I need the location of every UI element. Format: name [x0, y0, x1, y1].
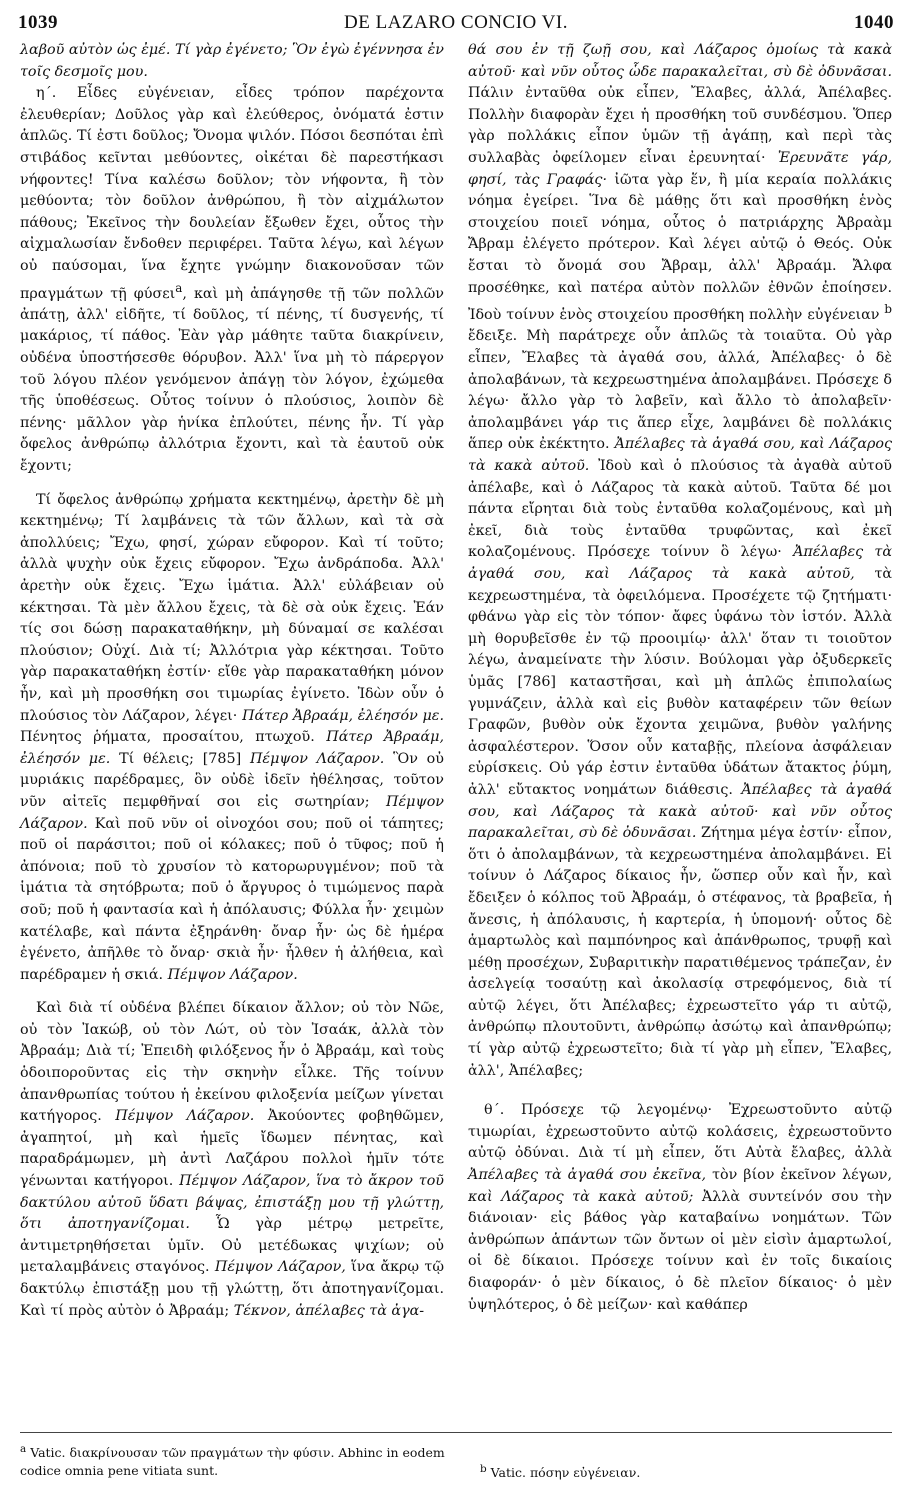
quote: Ἀπέλαβες τὰ ἀγαθά σου, καὶ Λάζαρος τὰ κακὰ αὐτοῦ, — [468, 544, 892, 583]
text-run: ἰῶτα γὰρ ἕν, ἢ μία κεραία πολλάκις νόημα ἐγείρει. Ἵνα δὲ μάθῃς ὅτι καὶ προσθήκη ἑνὸς στοιχείου ποιεῖ νόημα, οὗτος ὁ πατριάρχης Ἀβραὰμ Ἄβραμ ἐλέγετο πρότερον. Καὶ λέγει αὐτῷ ὁ Θεός. Οὐκ ἔσται τὸ ὄνομά σου Ἄβραμ, ἀλλ' Ἀβραάμ. Ἄλφα προσέθηκε, καὶ πατέρα αὐτὸν πολλῶν ἐθνῶν ἐποίησεν. Ἰδοὺ τοίνυν ἑνὸς στοιχείου προσθήκη πολλὴν εὐγένειαν — [468, 171, 893, 323]
quote: Πάτερ Ἀβραάμ, ἐλέησόν με. — [242, 707, 445, 724]
left-column — [20, 40, 444, 1322]
paragraph — [468, 40, 892, 1082]
footnote-a — [20, 1440, 450, 1480]
text-run: , καὶ μὴ ἀπάγησθε τῇ τῶν πολλῶν ἀπάτῃ, ἀλλ' εἰδῆτε, τί δοῦλος, τί πένης, τί δυσγενής, τί μακάριος, τί πάθος. Ἐὰν γὰρ μάθητε ταῦτα διακρίνειν, οὐδένα ὑποστήσεσθε θόρυβον. Ἀλλ' ἵνα μὴ τὸ πάρεργον τοῦ λόγου πλέον γενόμενον ἀπάγῃ τὸν λόγον, ἐχώμεθα τῆς ὑποθέσεως. Οὗτος τοίνυν ὁ πλούσιος, λοιπὸν δὲ πένης· μᾶλλον γὰρ ἡνίκα ἐπλούτει, πένης ἦν. Τί γὰρ ὄφελος ἀνθρώπῳ ἀλλότρια ἔχοντι, καὶ τὰ ἑαυτοῦ οὐκ ἔχοντι; — [20, 285, 444, 475]
text-run: ἵνα ἄκρῳ τῷ δακτύλῳ ἐπιστάξῃ μου τῇ γλώττῃ, ὅτι ἀποτηγανίζομαι. Καὶ τί πρὸς αὐτὸν ὁ Ἀβραάμ; — [20, 1259, 444, 1319]
quote: θά σου ἐν τῇ ζωῇ σου, καὶ Λάζαρος ὁμοίως τὰ κακὰ αὐτοῦ· καὶ νῦν οὗτος ὧδε παρακαλεῖται, σὺ δὲ ὀδυνᾶσαι. — [468, 42, 892, 80]
text-run: Τί θέλεις; [785] — [119, 750, 242, 767]
running-header — [12, 8, 900, 36]
footnote-b — [480, 1460, 890, 1482]
text-run: Ὃν οὐ μυριάκις παρέδραμες, ὃν οὐδὲ ἰδεῖν ἠθέλησας, τοῦτον νῦν αἰτεῖς πεμφθῆναί σοι εἰς σωτηρίαν; — [20, 750, 444, 810]
quote: Πέμψον Λάζαρον. — [167, 966, 298, 983]
footnote-text: Vatic. πόσην εὐγένειαν. — [490, 1465, 641, 1481]
footnote-text: Vatic. διακρίνουσαν τῶν πραγμάτων τὴν φύσιν. Abhinc in eodem codice omnia pene vitiata sunt. — [20, 1445, 445, 1479]
paragraph — [20, 998, 444, 1322]
paragraph — [20, 83, 444, 477]
text-run: Ἀκούοντες φοβηθῶμεν, ἀγαπητοί, μὴ καὶ ἡμεῖς ἴδωμεν πένητας, καὶ παραδράμωμεν, μὴ ἀντὶ Λαζάρου πολλοὶ ἡμῖν τότε γένωνται κατήγοροι. — [20, 1108, 444, 1190]
quote: καὶ Λάζαρος τὰ κακὰ αὐτοῦ; — [468, 1188, 694, 1205]
footnote-marker: a — [20, 1443, 27, 1455]
quote: Ἀπέλαβες τὰ ἀγαθά σου, καὶ Λάζαρος τὰ κακὰ αὐτοῦ. — [468, 436, 892, 475]
paragraph — [20, 490, 444, 987]
paragraph: λαβοῦ αὐτὸν ὡς ἐμέ. Τί γὰρ ἐγένετο; Ὃν ἐγὼ ἐγέννησα ἐν τοῖς δεσμοῖς μου. — [20, 42, 444, 80]
footnote-marker: a — [175, 280, 183, 295]
paragraph — [468, 1100, 892, 1316]
text-run: Ἀλλὰ συντείνόν σου τὴν διάνοιαν· εἰς βάθος γὰρ καταβαίνω νοημάτων. Τῶν ἀνθρώπων ἁπάντων τῶν ὄντων οἱ μὲν εἰσὶν ἁμαρτωλοί, οἱ δὲ δίκαιοι. Πρόσεχε τοίνυν καὶ ἐν τοῖς δικαίοις διαφοράν· ὁ μὲν δίκαιος, ὁ δὲ πλεῖον δίκαιος· ὁ μὲν ὑψηλότερος, ὁ δὲ μείζων· καὶ καθάπερ — [468, 1188, 893, 1313]
text-run: τὰ κεχρεωστημένα, τὰ ὀφειλόμενα. Προσέχετε τῷ ζητήματι· φθάνω γὰρ εἰς τὸν τόπον· ἄφες ὑφάνω τὸν ἱστόν. Ἀλλὰ μὴ θορυβεῖσθε ἐν τῷ προοιμίῳ· ἀλλ' ὅταν τι τοιοῦτον λέγω, ἀναμείνατε τὴν λύσιν. Βούλομαι γὰρ ὀξυδερκεῖς ὑμᾶς [786] καταστῆσαι, καὶ μὴ ἁπλῶς ἐπιπολαίως γυμνάζειν, ἀλλὰ καὶ εἰς βυθὸν καταφέρειν τῶν θείων Γραφῶν, βυθὸν οὐκ ἔχοντα χειμῶνα, βυθὸν γαλήνης ἀσφαλέστερον. Ὅσον οὖν καταβῇς, πλείονα ἀσφάλειαν εὑρίσκεις. Οὐ γάρ ἐστιν ἐνταῦθα ὑδάτων ἄτακτος ῥύμη, ἀλλ' εὔτακτος νοημάτων διάθεσις. — [468, 566, 893, 798]
quote: Ἐρευνᾶτε γάρ, φησί, τὰς Γραφάς· — [468, 149, 892, 188]
text-run: Καὶ διὰ τί οὐδένα βλέπει δίκαιον ἄλλον; οὐ τὸν Νῶε, οὐ τὸν Ἰακώβ, οὐ τὸν Λώτ, οὐ τὸν Ἰσαάκ, ἀλλὰ τὸν Ἀβραάμ; Διὰ τί; Ἐπειδὴ φιλόξενος ἦν ὁ Ἀβραάμ, καὶ τοὺς ὁδοιποροῦντας εἰς τὴν σκηνὴν εἷλκε. Τῆς τοίνυν ἀπανθρωπίας τούτου ἡ ἐκείνου φιλοξενία μείζων γίνεται κατήγορος. — [20, 1000, 444, 1125]
quote: Πάτερ Ἀβραάμ, ἐλέησόν με. — [20, 729, 444, 767]
running-title: DE LAZARO CONCIO VI. — [344, 12, 568, 33]
page-number-right: 1040 — [854, 12, 894, 33]
text-run: η΄. Εἶδες εὐγένειαν, εἶδες τρόπον παρέχοντα ἐλευθερίαν; Δοῦλος γὰρ καὶ ἐλεύθερος, ὀνόματά ἐστιν ἁπλῶς. Τί ἐστι δοῦλος; Ὄνομα ψιλόν. Πόσοι δεσπόται ἐπὶ στιβάδος κεῖνται μεθύοντες, οἰκέται δὲ παρεστήκασι νήφοντες! Τίνα καλέσω δοῦλον; τὸν νήφοντα, ἢ τὸν μεθύοντα; τὸν δοῦλον ἀνθρώπου, ἢ τὸν αἰχμάλωτον πάθους; Ἐκεῖνος τὴν δουλείαν ἔξωθεν ἔχει, οὗτος τὴν αἰχμαλωσίαν ἔνδοθεν περιφέρει. Ταῦτα λέγω, καὶ λέγων οὐ παύσομαι, ἵνα ἔχητε γνώμην διακονοῦσαν τῶν πραγμάτων τῇ φύσει — [20, 85, 444, 302]
text-run: Ὧ γὰρ μέτρῳ μετρεῖτε, ἀντιμετρηθήσεται ὑμῖν. Οὐ μετέδωκας ψιχίων; οὐ μεταλαμβάνεις σταγόνος. — [20, 1216, 445, 1276]
quote: Πέμψον Λάζαρον, — [214, 1259, 346, 1276]
quote: Ἀπέλαβες τὰ ἀγαθά σου, καὶ Λάζαρος τὰ κακὰ αὐτοῦ· καὶ νῦν οὗτος παρακαλεῖται, σὺ δὲ ὀδυνᾶσαι. — [468, 781, 893, 842]
page-number-left: 1039 — [18, 12, 58, 33]
footnote-marker: b — [480, 1463, 487, 1475]
text-run: Καὶ ποῦ νῦν οἱ οἰνοχόοι σου; ποῦ οἱ τάπητες; ποῦ οἱ παράσιτοι; ποῦ οἱ κόλακες; ποῦ ὁ τῦφος; ποῦ ἡ ἀπόνοια; ποῦ τὸ χρυσίον τὸ κατορωρυγμένον; ποῦ τὰ ἱμάτια τὰ σητόβρωτα; ποῦ ὁ ἄργυρος ὁ τιμώμενος παρὰ σοῦ; ποῦ ἡ φαντασία καὶ ἡ ἀπόλαυσις; Φύλλα ἦν· χειμὼν κατέλαβε, καὶ πάντα ἐξηράνθη· ὄναρ ἦν· ὡς δὲ ἡμέρα ἐγένετο, ἀπῆλθε τὸ ὄναρ· σκιὰ ἦν· ἦλθεν ἡ ἀλήθεια, καὶ παρέδραμεν ἡ σκιά. — [20, 815, 444, 983]
quote: Πέμψον Λάζαρον. — [20, 793, 444, 832]
quote: Πέμψον Λάζαρον. — [249, 750, 385, 767]
footnote-marker: b — [884, 302, 892, 317]
text-run: θ΄. Πρόσεχε τῷ λεγομένῳ· Ἐχρεωστοῦντο αὐτῷ τιμωρίαι, ἐχρεωστοῦντο αὐτῷ κολάσεις, ἐχρεωστοῦντο αὐτῷ ὀδύναι. Διὰ τί μὴ εἶπεν, ὅτι Αὐτὰ ἔλαβες, ἀλλὰ — [468, 1102, 892, 1162]
text-run: ἔδειξε. Μὴ παράτρεχε οὖν ἁπλῶς τὰ τοιαῦτα. Οὐ γὰρ εἶπεν, Ἔλαβες τὰ ἀγαθά σου, ἀλλά, Ἀπέλαβες· ὁ δὲ ἀπολαβάνων, τὰ κεχρεωστημένα ἀπολαμβάνει. Πρόσεχε δ λέγω· ἄλλο γὰρ τὸ λαβεῖν, καὶ ἄλλο τὸ ἀπολαβεῖν· ἀπολαμβάνει γάρ τις ἅπερ εἶχε, λαμβάνει δὲ πολλάκις ἅπερ οὐκ ἐκέκτητο. — [468, 328, 892, 453]
quote: Πέμψον Λάζαρον. — [115, 1108, 255, 1125]
footnote-divider — [20, 1432, 892, 1433]
text-run: Ζήτημα μέγα ἐστίν· εἶπον, ὅτι ὁ ἀπολαμβάνων, τὰ κεχρεωστημένα ἀπολαμβάνει. Εἰ τοίνυν ὁ Λάζαρος δίκαιος ἦν, ὥσπερ οὖν καὶ ἦν, καὶ ἔδειξεν ὁ κόλπος τοῦ Ἀβραάμ, ὁ στέφανος, τὰ βραβεῖα, ἡ ἄνεσις, ἡ ἀπόλαυσις, ἡ καρτερία, ἡ ὑπομονή· οὗτος δὲ ἁμαρτωλὸς καὶ παμπόνηρος καὶ ἀπάνθρωπος, τρυφῇ καὶ μέθῃ προσέχων, Συβαριτικὴν παρατιθέμενος τράπεζαν, ἐν ἀσελγείᾳ τοσαύτῃ καὶ ἀκολασίᾳ στρεφόμενος, διὰ τί αὐτῷ λέγει, ὅτι Ἀπέλαβες; ἐχρεωστεῖτο γάρ τι αὐτῷ, ἀνθρώπῳ πλουτοῦντι, ἀνθρώπῳ ἀσώτῳ καὶ ἀπανθρώπῳ; τί γὰρ αὐτῷ ἐχρεωστεῖτο; διὰ τί γὰρ μὴ εἶπεν, Ἔλαβες, ἀλλ', Ἀπέλαβες; — [468, 825, 893, 1079]
right-column — [468, 40, 892, 1316]
text-run: Πάλιν ἐνταῦθα οὐκ εἶπεν, Ἔλαβες, ἀλλά, Ἀπέλαβες. Πολλὴν διαφορὰν ἔχει ἡ προσθήκη τοῦ συνδέσμου. Ὅπερ γὰρ πολλάκις εἶπον ὑμῶν τῇ ἀγάπῃ, καὶ περὶ τὰς συλλαβὰς ὀφείλομεν εἶναι ἐρευνηταί· — [468, 85, 892, 166]
text-run: τὸν βίον ἐκεῖνον λέγων, — [712, 1167, 893, 1184]
text-run: Τί ὄφελος ἀνθρώπῳ χρήματα κεκτημένῳ, ἀρετὴν δὲ μὴ κεκτημένῳ; Τί λαμβάνεις τὰ τῶν ἄλλων, καὶ τὰ σὰ ἀπολλύεις; Ἔχω, φησί, χώραν εὔφορον. Καὶ τί τοῦτο; ἀλλὰ ψυχὴν οὐκ ἔχεις εὔφορον. Ἔχω ἀνδράποδα. Ἀλλ' ἀρετὴν οὐκ ἔχεις. Ἔχω ἱμάτια. Ἀλλ' εὐλάβειαν οὐ κέκτησαι. Τὰ μὲν ἄλλου ἔχεις, τὰ δὲ σὰ οὐκ ἔχεις. Ἐάν τίς σοι δώσῃ παρακαταθήκην, μὴ δύναμαί σε καλέσαι πλούσιον; Οὐχί. Διὰ τί; Ἀλλότρια γὰρ κέκτησαι. Τοῦτο γὰρ παρακαταθήκη ἐστίν· εἴθε γὰρ παρακαταθήκη μόνον ἦν, καὶ μὴ προσθήκη σοι τιμωρίας ἐγίνετο. Ἰδὼν οὖν ὁ πλούσιος τὸν Λάζαρον, λέγει· — [20, 491, 444, 724]
text-run: Ἰδοὺ καὶ ὁ πλούσιος τὰ ἀγαθὰ αὐτοῦ ἀπέλαβε, καὶ ὁ Λάζαρος τὰ κακὰ αὐτοῦ. Ταῦτα δέ μοι πάντα εἴρηται διὰ τοὺς ἐνταῦθα κολαζομένους, καὶ μὴ ἐκεῖ, διὰ τοὺς ἐνταῦθα τρυφῶντας, καὶ ἐκεῖ κολαζομένους. Πρόσεχε τοίνυν ὃ λέγω· — [468, 458, 892, 561]
quote: Πέμψον Λάζαρον, ἵνα τὸ ἄκρον τοῦ δακτύλου αὐτοῦ ὕδατι βάψας, ἐπιστάξῃ μου τῇ γλώττῃ, ὅτι ἀποτηγανίζομαι. — [20, 1173, 444, 1233]
text-run: Πένητος ῥήματα, προσαίτου, πτωχοῦ. — [20, 729, 315, 746]
quote: Ἀπέλαβες τὰ ἀγαθά σου ἐκεῖνα, — [468, 1167, 707, 1184]
quote: Τέκνον, ἀπέλαβες τὰ ἀγα- — [233, 1302, 425, 1319]
